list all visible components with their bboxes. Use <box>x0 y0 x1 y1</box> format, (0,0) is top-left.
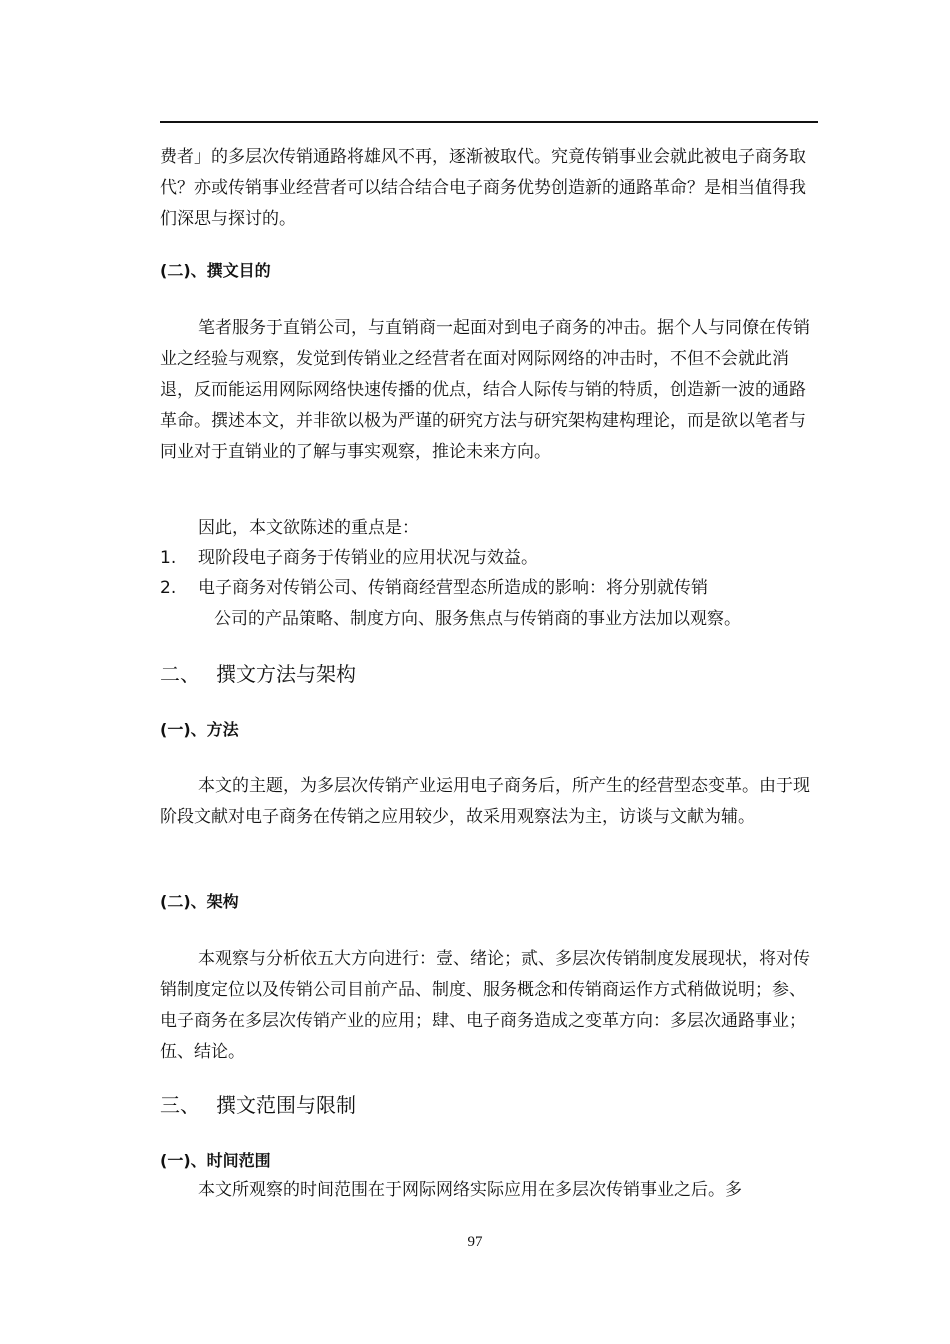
section-heading-2 <box>160 660 820 688</box>
section-title: 撰文方法与架构 <box>216 662 356 686</box>
structure-paragraph: 本观察与分析依五大方向进行：壹、绪论；贰、多层次传销制度发展现状，将对传销制度定位以及传销公司目前产品、制度、服务概念和传销商运作方式稍做说明；参、电子商务在多层次传销产业的应用；肆、电子商务造成之变革方向：多层次通路事业；伍、结论。 <box>160 949 810 1062</box>
header-rule <box>160 121 818 123</box>
method-paragraph: 本文的主题，为多层次传销产业运用电子商务后，所产生的经营型态变革。由于现阶段文献对电子商务在传销之应用较少，故采用观察法为主，访谈与文献为辅。 <box>160 776 810 827</box>
heading-method: (一)、方法 <box>160 720 239 739</box>
purpose-paragraph: 笔者服务于直销公司，与直销商一起面对到电子商务的冲击。据个人与同僚在传销业之经验与观察，发觉到传销业之经营者在面对网际网络的冲击时，不但不会就此消退，反而能运用网际网络快速传播的优点，结合人际传与销的特质，创造新一波的通路革命。撰述本文，并非欲以极为严谨的研究方法与研究架构建构理论，而是欲以笔者与同业对于直销业的了解与事实观察，推论未来方向。 <box>160 318 810 462</box>
section-number: 三、 <box>160 1093 200 1117</box>
list-number: 1. <box>160 548 177 568</box>
section-title: 撰文范围与限制 <box>216 1093 356 1117</box>
page-number: 97 <box>467 1234 483 1250</box>
heading-purpose: (二)、撰文目的 <box>160 261 271 280</box>
list-item <box>160 573 820 635</box>
time-range-paragraph: 本文所观察的时间范围在于网际网络实际应用在多层次传销事业之后。多 <box>198 1180 742 1200</box>
list-text: 现阶段电子商务于传销业的应用状况与效益。 <box>198 548 538 568</box>
list-text: 电子商务对传销公司、传销商经营型态所造成的影响：将分别就传销 <box>198 578 708 598</box>
heading-structure: (二)、架构 <box>160 892 239 911</box>
section-number: 二、 <box>160 662 200 686</box>
list-number: 2. <box>160 578 177 598</box>
heading-time-range: (一)、时间范围 <box>160 1151 271 1170</box>
list-item <box>160 543 820 574</box>
list-text-continuation: 公司的产品策略、制度方向、服务焦点与传销商的事业方法加以观察。 <box>214 609 741 629</box>
focus-intro-paragraph: 因此，本文欲陈述的重点是： <box>198 518 419 538</box>
section-heading-3 <box>160 1091 820 1119</box>
intro-paragraph: 费者」的多层次传销通路将雄风不再，逐渐被取代。究竟传销事业会就此被电子商务取代？亦或传销事业经营者可以结合结合电子商务优势创造新的通路革命？是相当值得我们深思与探讨的。 <box>160 147 806 229</box>
